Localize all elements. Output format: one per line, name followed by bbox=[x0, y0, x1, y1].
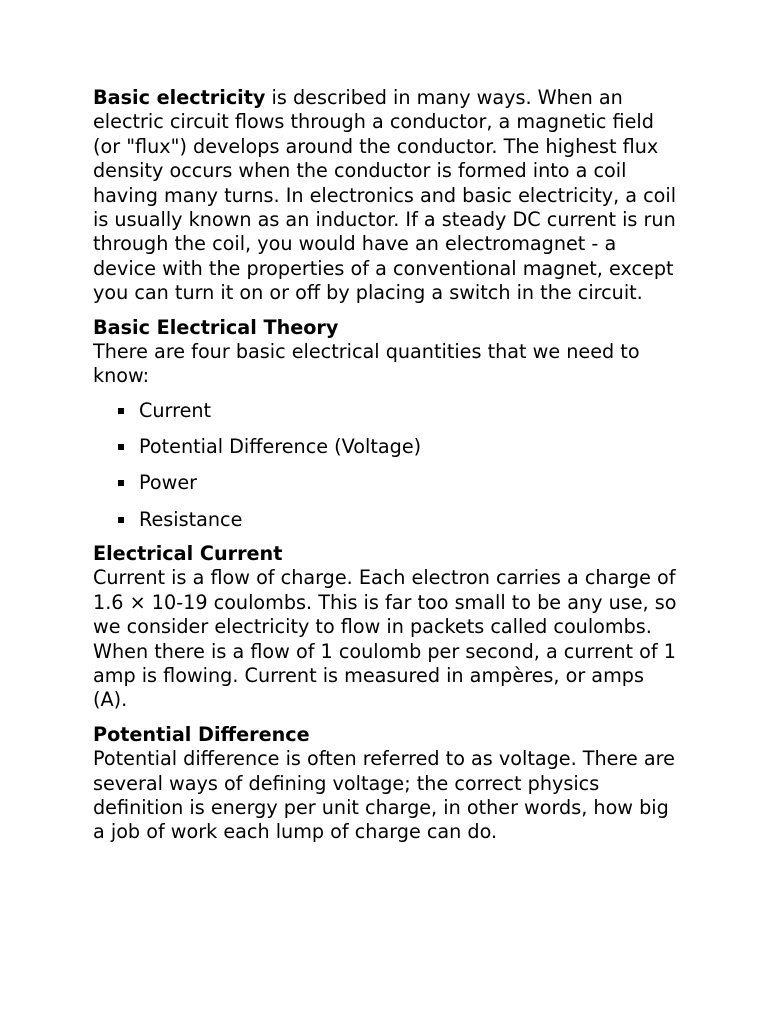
list-item-label: Power bbox=[139, 471, 198, 495]
square-bullet-icon bbox=[118, 517, 124, 523]
list-item-label: Resistance bbox=[139, 507, 243, 531]
intro-lead-bold: Basic electricity bbox=[93, 86, 266, 109]
list-item-label: Potential Difference (Voltage) bbox=[139, 435, 422, 459]
potential-section bbox=[93, 723, 683, 845]
list-item bbox=[93, 508, 683, 532]
theory-heading: Basic Electrical Theory bbox=[93, 315, 339, 339]
document-page bbox=[93, 86, 683, 845]
list-item bbox=[93, 399, 683, 423]
quantities-list bbox=[93, 399, 683, 532]
list-item bbox=[93, 471, 683, 495]
theory-section bbox=[93, 316, 683, 532]
square-bullet-icon bbox=[118, 480, 124, 486]
current-section bbox=[93, 542, 683, 713]
intro-paragraph bbox=[93, 86, 683, 306]
list-item-label: Current bbox=[139, 398, 212, 422]
current-text: Current is a flow of charge. Each electron carries a charge of 1.6 × 10-19 coulombs. This is far too small to be any use, so we consider electricity to flow in packets called coulombs. When there is a flow of 1 coulomb per second, a current of 1 amp is flowing. Current is measured in ampères, or amps (A). bbox=[93, 566, 677, 712]
theory-text: There are four basic electrical quantities that we need to know: bbox=[93, 340, 640, 388]
list-item bbox=[93, 435, 683, 459]
potential-heading: Potential Difference bbox=[93, 722, 310, 746]
square-bullet-icon bbox=[118, 408, 124, 414]
current-heading: Electrical Current bbox=[93, 542, 283, 565]
potential-text: Potential difference is often referred to as voltage. There are several ways of defining voltage; the correct physics definition is energy per unit charge, in other words, how big a job of work each lump of charge can do. bbox=[93, 747, 675, 844]
square-bullet-icon bbox=[118, 444, 124, 450]
intro-text: is described in many ways. When an electric circuit flows through a conductor, a magnetic field (or "flux") develops around the conductor. The highest flux density occurs when the conductor is formed into a coil having many turns. In electronics and basic electricity, a coil is usually known as an inductor. If a steady DC current is run through the coil, you would have an electromagnet - a device with the properties of a conventional magnet, except you can turn it on or off by placing a switch in the circuit. bbox=[93, 86, 677, 305]
